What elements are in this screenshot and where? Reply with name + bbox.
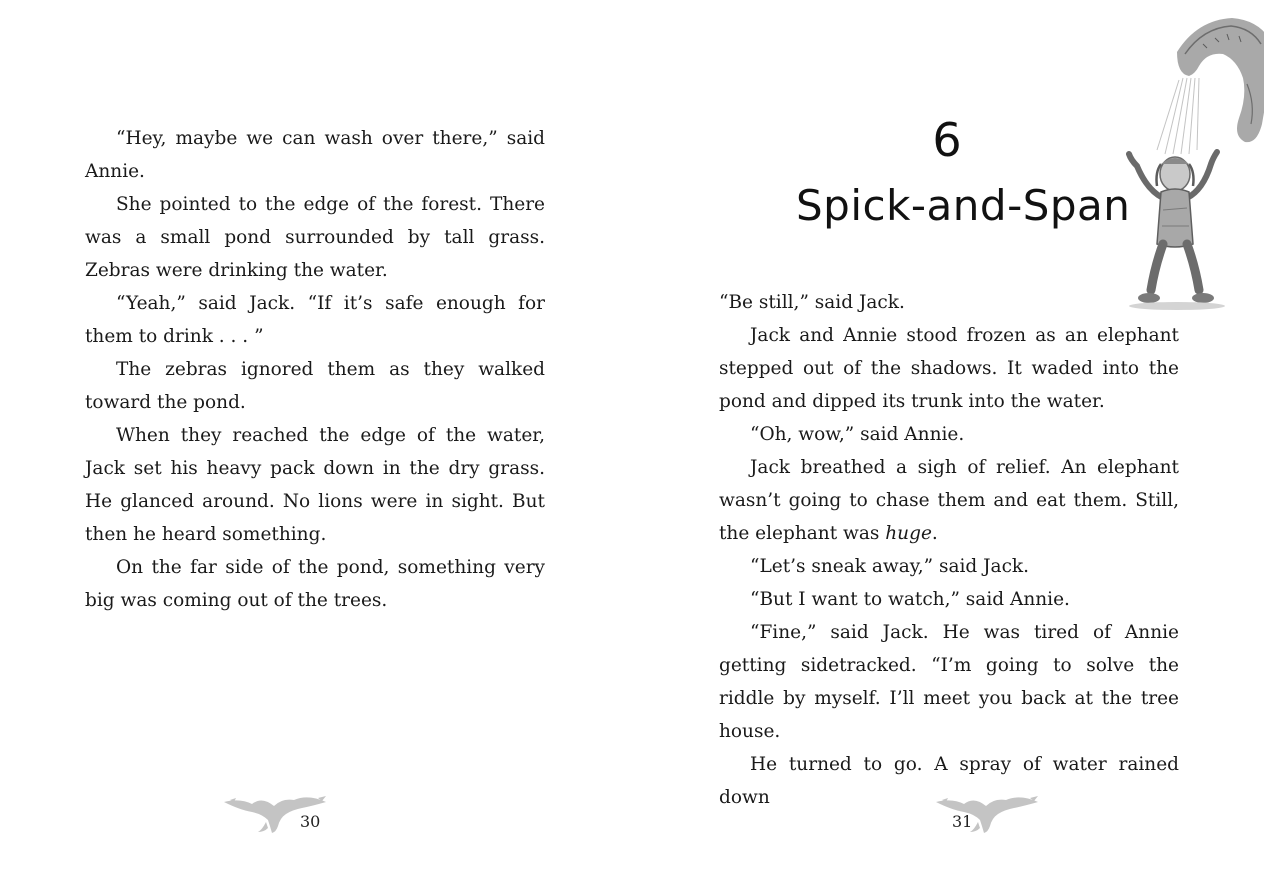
paragraph: “But I want to watch,” said Annie. <box>750 589 1070 610</box>
paragraph: “Yeah,” said Jack. “If it’s safe enough for them to drink . . . ” <box>85 293 545 347</box>
paragraph: When they reached the edge of the water, Jack set his heavy pack down in the dry grass. He glanced around. No lions were in sight. But then he heard something. <box>85 425 545 545</box>
chapter-title: Spick-and-Span <box>796 181 1131 230</box>
right-page-text <box>719 286 1179 814</box>
emphasis-text: huge <box>885 523 932 544</box>
paragraph: “Let’s sneak away,” said Jack. <box>750 556 1030 577</box>
page-number: 30 <box>300 812 321 831</box>
right-page-footer <box>934 792 1054 836</box>
right-page <box>632 0 1264 874</box>
chapter-number: 6 <box>932 113 962 167</box>
paragraph-text: Jack breathed a sigh of relief. An elephant wasn’t going to chase them and eat them. Still, the elephant was <box>719 457 1179 544</box>
page-number: 31 <box>952 812 973 831</box>
left-page-text <box>85 122 545 617</box>
paragraph: She pointed to the edge of the forest. There was a small pond surrounded by tall grass. Zebras were drinking the water. <box>85 194 545 281</box>
paragraph: “Be still,” said Jack. <box>719 292 905 313</box>
paragraph: “Fine,” said Jack. He was tired of Annie getting sidetracked. “I’m going to solve the riddle by myself. I’ll meet you back at the tree house. <box>719 622 1179 742</box>
paragraph <box>719 451 1179 550</box>
paragraph: “Hey, maybe we can wash over there,” said Annie. <box>85 128 545 182</box>
bird-ornament-icon <box>934 792 1044 834</box>
paragraph: On the far side of the pond, something very big was coming out of the trees. <box>85 557 545 611</box>
left-page-footer <box>222 792 342 836</box>
paragraph: “Oh, wow,” said Annie. <box>750 424 965 445</box>
elephant-trunk-spraying-girl-illustration <box>1107 14 1264 314</box>
paragraph-end: . <box>931 523 938 544</box>
paragraph: The zebras ignored them as they walked toward the pond. <box>85 359 545 413</box>
paragraph: He turned to go. A spray of water rained down <box>719 754 1179 808</box>
paragraph: Jack and Annie stood frozen as an elephant stepped out of the shadows. It waded into the pond and dipped its trunk into the water. <box>719 325 1179 412</box>
